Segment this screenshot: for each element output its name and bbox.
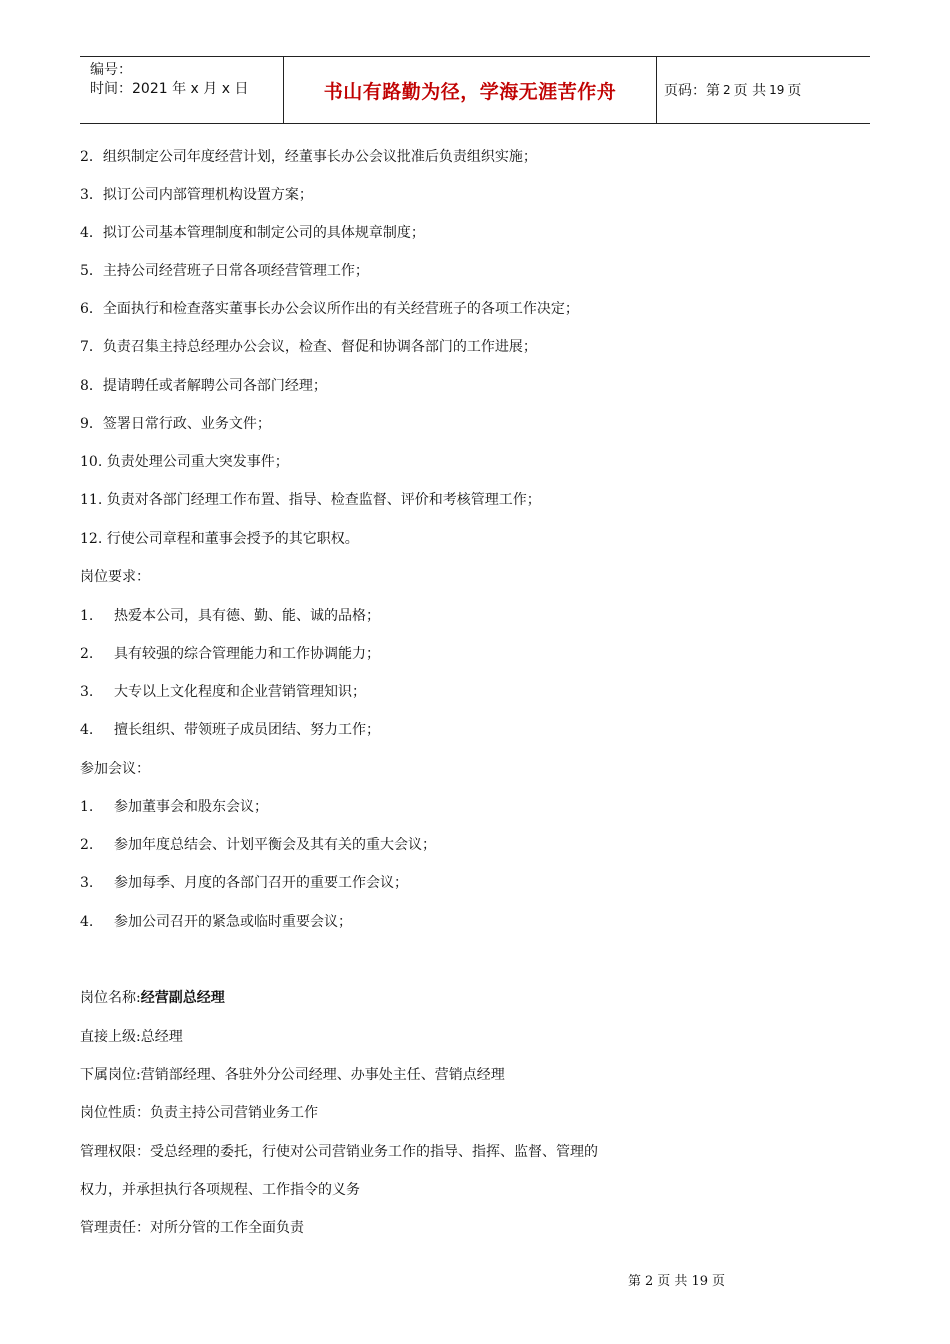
- duty-text: 全面执行和检查落实董事长办公会议所作出的有关经营班子的各项工作决定；: [102, 301, 579, 317]
- requirement-number: 2.: [80, 646, 94, 662]
- duty-item: [80, 529, 359, 549]
- meeting-number: 3.: [80, 875, 94, 891]
- duty-item: [80, 337, 537, 357]
- duty-text: 签署日常行政、业务文件；: [102, 416, 271, 432]
- duty-text: 负责处理公司重大突发事件；: [102, 454, 289, 470]
- duty-number: 10.: [80, 454, 103, 470]
- position-name-label: 岗位名称:: [80, 990, 141, 1006]
- header-motto: 书山有路勤为径，学海无涯苦作舟: [323, 80, 617, 103]
- page-suffix: 页: [787, 83, 802, 99]
- duty-number: 4．: [80, 225, 103, 241]
- requirement-text: 擅长组织、带领班子成员团结、努力工作；: [114, 722, 380, 738]
- duty-number: 8．: [80, 378, 103, 394]
- requirement-item: [80, 644, 380, 664]
- page-number: 2: [723, 83, 731, 97]
- duty-text: 负责召集主持总经理办公会议，检查、督促和协调各部门的工作进展；: [102, 339, 537, 355]
- meetings-heading: 参加会议：: [80, 761, 150, 777]
- page-total: 19: [769, 83, 785, 97]
- meeting-text: 参加每季、月度的各部门召开的重要工作会议；: [114, 875, 408, 891]
- page-header: [80, 56, 870, 124]
- direct-superior: 直接上级:总经理: [80, 1029, 183, 1045]
- meeting-number: 1.: [80, 799, 94, 815]
- duty-text: 主持公司经营班子日常各项经营管理工作；: [102, 263, 369, 279]
- duty-number: 7．: [80, 339, 103, 355]
- footer-mid: 页 共: [657, 1274, 688, 1289]
- meeting-item: [80, 912, 352, 932]
- duty-text: 行使公司章程和董事会授予的其它职权。: [102, 531, 359, 547]
- header-page-indicator: [664, 57, 801, 123]
- duty-text: 提请聘任或者解聘公司各部门经理；: [102, 378, 327, 394]
- meeting-item: [80, 797, 268, 817]
- duty-item: [80, 490, 541, 510]
- duty-text: 负责对各部门经理工作布置、指导、检查监督、评价和考核管理工作；: [102, 492, 541, 508]
- requirement-number: 1.: [80, 608, 94, 624]
- requirement-text: 大专以上文化程度和企业营销管理知识；: [114, 684, 366, 700]
- header-motto-cell: [283, 57, 657, 123]
- requirements-heading: 岗位要求：: [80, 569, 150, 585]
- duty-number: 5．: [80, 263, 103, 279]
- page-mid: 页 共: [733, 83, 767, 99]
- document-time: 时间：2021 年 x 月 x 日: [90, 81, 249, 97]
- meeting-text: 参加公司召开的紧急或临时重要会议；: [114, 914, 352, 930]
- requirement-item: [80, 606, 380, 626]
- duty-number: 12.: [80, 531, 103, 547]
- subordinate-positions: 下属岗位:营销部经理、各驻外分公司经理、办事处主任、营销点经理: [80, 1067, 505, 1083]
- page-prefix: 页码：第: [664, 83, 720, 99]
- duty-item: [80, 261, 369, 281]
- duty-item: [80, 223, 425, 243]
- duty-item: [80, 299, 579, 319]
- requirement-item: [80, 720, 380, 740]
- duty-number: 6．: [80, 301, 103, 317]
- management-authority-cont: 权力，并承担执行各项规程、工作指令的义务: [80, 1182, 360, 1198]
- duty-number: 3．: [80, 187, 103, 203]
- duty-text: 拟订公司内部管理机构设置方案；: [102, 187, 313, 203]
- duty-item: [80, 376, 327, 396]
- requirement-number: 4.: [80, 722, 94, 738]
- requirement-text: 具有较强的综合管理能力和工作协调能力；: [114, 646, 380, 662]
- duty-number: 11.: [80, 492, 103, 508]
- management-authority: 管理权限：受总经理的委托，行使对公司营销业务工作的指导、指挥、监督、管理的: [80, 1144, 598, 1160]
- meeting-text: 参加董事会和股东会议；: [114, 799, 268, 815]
- header-meta: [90, 61, 280, 99]
- document-number-label: 编号：: [90, 62, 132, 78]
- duty-text: 组织制定公司年度经营计划，经董事长办公会议批准后负责组织实施；: [102, 149, 537, 165]
- position-name-value: 经营副总经理: [140, 990, 225, 1006]
- duty-item: [80, 147, 537, 167]
- meeting-text: 参加年度总结会、计划平衡会及其有关的重大会议；: [114, 837, 436, 853]
- duty-item: [80, 452, 289, 472]
- footer-prefix: 第: [628, 1274, 642, 1289]
- duty-item: [80, 185, 313, 205]
- management-responsibility: 管理责任：对所分管的工作全面负责: [80, 1220, 304, 1236]
- requirement-number: 3.: [80, 684, 94, 700]
- footer-suffix: 页: [711, 1274, 725, 1289]
- footer-page-number: 2: [645, 1274, 654, 1289]
- meeting-number: 4.: [80, 914, 94, 930]
- duty-text: 拟订公司基本管理制度和制定公司的具体规章制度；: [102, 225, 425, 241]
- footer-total: 19: [691, 1274, 708, 1289]
- position-nature: 岗位性质：负责主持公司营销业务工作: [80, 1105, 318, 1121]
- meeting-item: [80, 873, 408, 893]
- duty-item: [80, 414, 271, 434]
- duty-number: 2．: [80, 149, 103, 165]
- duty-number: 9．: [80, 416, 103, 432]
- meeting-number: 2.: [80, 837, 94, 853]
- requirement-text: 热爱本公司，具有德、勤、能、诚的品格；: [114, 608, 380, 624]
- position-name: [80, 988, 225, 1008]
- meeting-item: [80, 835, 436, 855]
- requirement-item: [80, 682, 366, 702]
- page-footer: [626, 1270, 727, 1289]
